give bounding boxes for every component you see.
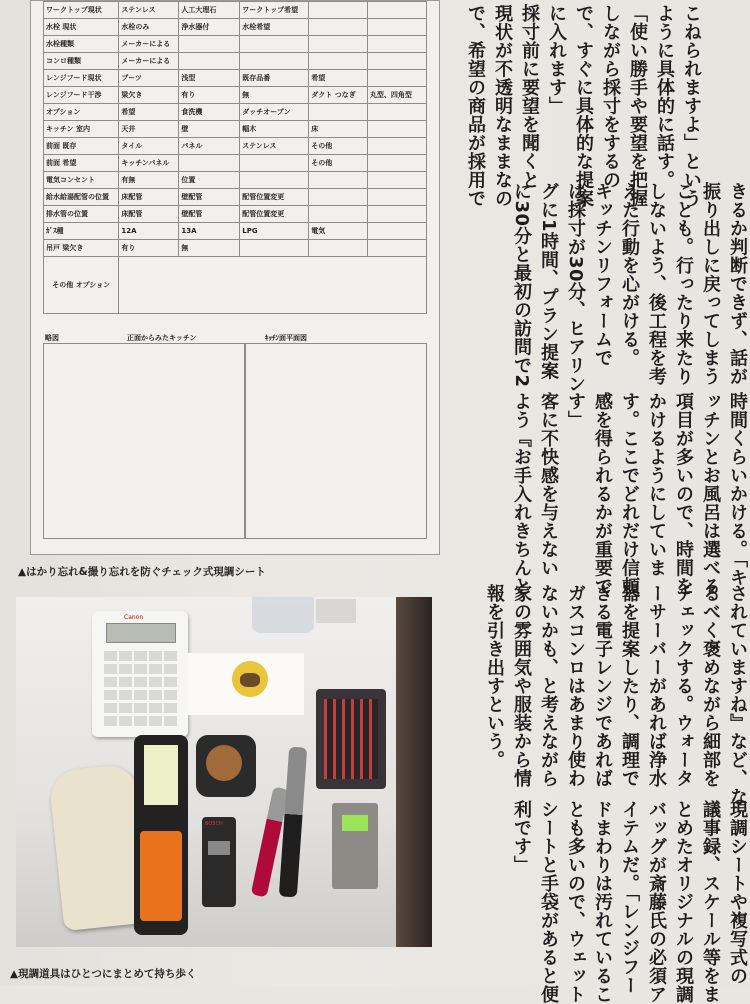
checklist-cell [367,121,426,138]
calculator [92,611,188,737]
article-line: こねられますよ」という [681,4,702,208]
checklist-cell: ダッチオーブン [240,104,309,121]
article-line: バッグが斎藤氏の必須ア [646,800,667,1004]
calculator-brand: Canon [124,614,144,621]
checklist-cell [367,53,426,70]
article-line: 報を引き出すという。 [484,584,505,769]
checklist-cell: 天井 [119,121,179,138]
article-line: よう『お手入れきちんと [511,392,532,596]
checklist-cell: 人工大理石 [179,2,240,19]
checklist-cell: レンジフード現状 [44,70,119,87]
checklist-cell [240,36,309,53]
checklist-cell: レンジフード干渉 [44,87,119,104]
article-line: 客に不快感を与えない [538,392,559,577]
checklist-cell: 前面 既存 [44,138,119,155]
checklist-cell: 水栓 現状 [44,19,119,36]
checklist-row [44,240,427,257]
checklist-cell: 浅型 [179,70,240,87]
checklist-cell [309,36,368,53]
article-line: シートと手袋があると便 [538,800,559,1004]
mascot-sticker [188,653,304,715]
article-line: 採寸前に要望を聞くと [519,4,540,189]
laser-meter-brand: BOSCH [205,821,223,827]
checklist-option-label: その他 オプション [44,257,119,314]
checklist-cell: メーカーによる [119,53,179,70]
checklist-cell [309,19,368,36]
article-line: 感を得られるかが重要で [592,392,613,596]
sketch-area [43,333,427,545]
checklist-cell [367,223,426,240]
article-line: 利です」 [511,800,532,874]
checklist-cell: キッチンパネル [119,155,179,172]
checklist-sheet [30,0,440,555]
checklist-cell: ｶﾞｽ種 [44,223,119,240]
article-line: とも多いので、ウェット [565,800,586,1004]
checklist-row [44,70,427,87]
checklist-cell: 前面 希望 [44,155,119,172]
checklist-cell: 壁配管 [179,189,240,206]
article-line: に30分と最初の訪問で2 [511,182,532,388]
checklist-cell: その他 [309,155,368,172]
checklist-table [43,1,427,314]
checklist-cell: 12A [119,223,179,240]
checklist-cell [367,155,426,172]
article-line: で、すぐに具体的な提案 [573,4,594,208]
checklist-option-row [44,257,427,314]
checklist-cell [309,104,368,121]
checklist-cell: ダクト つなぎ [309,87,368,104]
checklist-cell: 有無 [119,172,179,189]
sketch-label-outline: 略図 [45,334,59,342]
checklist-cell: 配管位置変更 [240,189,309,206]
checklist-cell: 吊戸 梁欠き [44,240,119,257]
spirit-level [332,803,378,889]
plan-sketch-box [245,343,427,539]
checklist-row [44,2,427,19]
checklist-cell: タイル [119,138,179,155]
article-line: ガスコンロはあまり使わ [565,584,586,788]
checklist-cell: その他 [309,138,368,155]
checklist-cell: 既存品番 [240,70,309,87]
article-line: に入れます」 [546,4,567,115]
article-line: ないかも、と考えながら [538,584,559,788]
checklist-cell: ステンレス [119,2,179,19]
checklist-cell: ワークトップ希望 [240,2,309,19]
checklist-cell: ステンレス [240,138,309,155]
article-line: ドまわりは汚れているこ [592,800,613,1004]
checklist-cell [367,206,426,223]
checklist-cell [240,172,309,189]
checklist-cell [367,36,426,53]
checklist-cell: 無 [179,240,240,257]
checklist-cell: コンロ種類 [44,53,119,70]
checklist-cell: 電気コンセント [44,172,119,189]
tool-case [316,689,386,789]
article-line: しながら採寸をするの [600,4,621,189]
checklist-cell: ブーツ [119,70,179,87]
article-line: とめたオリジナルの現調 [673,800,694,1004]
checklist-row [44,206,427,223]
article-line: きる電子レンジであれば [592,584,613,788]
article-line: チェックする。ウォータ [673,584,694,788]
checklist-cell: パネル [179,138,240,155]
checklist-cell: 水栓のみ [119,19,179,36]
article-line: 「使い勝手や要望を把握 [627,4,648,208]
checklist-cell: LPG [240,223,309,240]
checklist-cell [367,172,426,189]
checklist-row [44,155,427,172]
checklist-row [44,189,427,206]
sketch-label-plan: ｷｯﾁﾝ面平面図 [265,334,307,342]
checklist-cell [240,155,309,172]
checklist-cell: 希望 [119,104,179,121]
checklist-row [44,121,427,138]
article-line: ーサーバーがあれば浄水 [646,584,667,788]
checklist-cell [309,2,368,19]
checklist-cell [367,104,426,121]
checklist-cell: 配管位置変更 [240,206,309,223]
checklist-cell: 13A [179,223,240,240]
laser-meter [202,817,236,907]
checklist-cell [367,240,426,257]
article-line: かけるようにしていま [646,392,667,577]
checklist-cell: 壁 [179,121,240,138]
checklist-cell: キッチン 室内 [44,121,119,138]
work-lamp [134,735,188,935]
checklist-option-space [119,257,427,314]
article-line: で、希望の商品が採用で [465,4,486,208]
article-line: は採寸が30分、ヒアリン [565,182,586,394]
checklist-cell [367,189,426,206]
checklist-cell [240,240,309,257]
checklist-cell: 電気 [309,223,368,240]
checklist-cell [309,206,368,223]
tape-measure [196,735,256,797]
checklist-cell: 有り [119,240,179,257]
article-line: 現調シートや複写式の [727,800,748,985]
article-line: 現状が不透明なままなの [492,4,513,208]
checklist-row [44,223,427,240]
checklist-cell: 給水給湯配管の位置 [44,189,119,206]
checklist-cell: オプション [44,104,119,121]
checklist-row [44,87,427,104]
checklist-cell [179,36,240,53]
checklist-cell [309,240,368,257]
article-line: す。ここでどれだけ信頼 [619,392,640,596]
checklist-cell: 床配管 [119,206,179,223]
tools-caption: ▲現調道具はひとつにまとめて持ち歩く [10,968,197,980]
article-line: されていますね』など、な [727,584,748,806]
checklist-cell: 位置 [179,172,240,189]
article-line: イテムだ。「レンジフー [619,800,640,995]
checklist-cell: 食洗機 [179,104,240,121]
checklist-cell [240,53,309,70]
checklist-cell [367,2,426,19]
checklist-cell: 床 [309,121,368,138]
checklist-cell [309,189,368,206]
checklist-cell: 水栓希望 [240,19,309,36]
article-line: 器を提案したり、調理で [619,584,640,788]
checklist-cell [179,53,240,70]
article-line: しないよう、後工程を考 [646,182,667,386]
article-line: キッチンリフォームで [592,182,613,367]
article-line: ことも。行ったり来たり [673,182,694,386]
checklist-cell: ワークトップ現状 [44,2,119,19]
checklist-cell [367,70,426,87]
checklist-cell: 床配管 [119,189,179,206]
checklist-cell [309,172,368,189]
checklist-row [44,104,427,121]
tools-photo [16,597,432,947]
checklist-cell: 壁配管 [179,206,240,223]
checklist-cell: 無 [240,87,309,104]
article-line: グに1時間、プラン提案 [538,182,559,381]
checklist-cell: 希望 [309,70,368,87]
checklist-cell: 水栓種類 [44,36,119,53]
article-line: えた行動を心がける。 [619,182,640,367]
checklist-row [44,172,427,189]
checklist-cell: 梁欠き [119,87,179,104]
article-line: ように具体的に話す。 [654,4,675,189]
checklist-cell [309,53,368,70]
article-line: 項目が多いので、時間を [673,392,694,596]
checklist-row [44,19,427,36]
checklist-cell: メーカーによる [119,36,179,53]
checklist-cell: 丸型、四角型 [367,87,426,104]
article-line: 家の雰囲気や服装から情 [511,584,532,788]
checklist-cell [367,138,426,155]
checklist-row [44,36,427,53]
checklist-cell [367,19,426,36]
checklist-row [44,53,427,70]
article-line: 議事録、スケール等をま [700,800,721,1004]
checklist-cell: 幅木 [240,121,309,138]
checklist-cell: 排水管の位置 [44,206,119,223]
checklist-cell: 有り [179,87,240,104]
article-line: 時間くらいかける。「キ [727,392,748,587]
sheet-caption: ▲はかり忘れ&撮り忘れを防ぐチェック式現調シート [18,566,266,578]
article-line: るべく褒めながら細部を [700,584,721,788]
article-line: ッチンとお風呂は選べる [700,392,721,596]
article-line: 振り出しに戻ってしまう [700,182,721,386]
checklist-cell: 浄水器付 [179,19,240,36]
article-line: きるか判断できず、話が [727,182,748,386]
front-sketch-box [43,343,245,539]
sketch-label-front: 正面からみたキッチン [127,334,197,342]
article-line: す」 [565,392,586,429]
checklist-row [44,138,427,155]
checklist-cell [179,155,240,172]
